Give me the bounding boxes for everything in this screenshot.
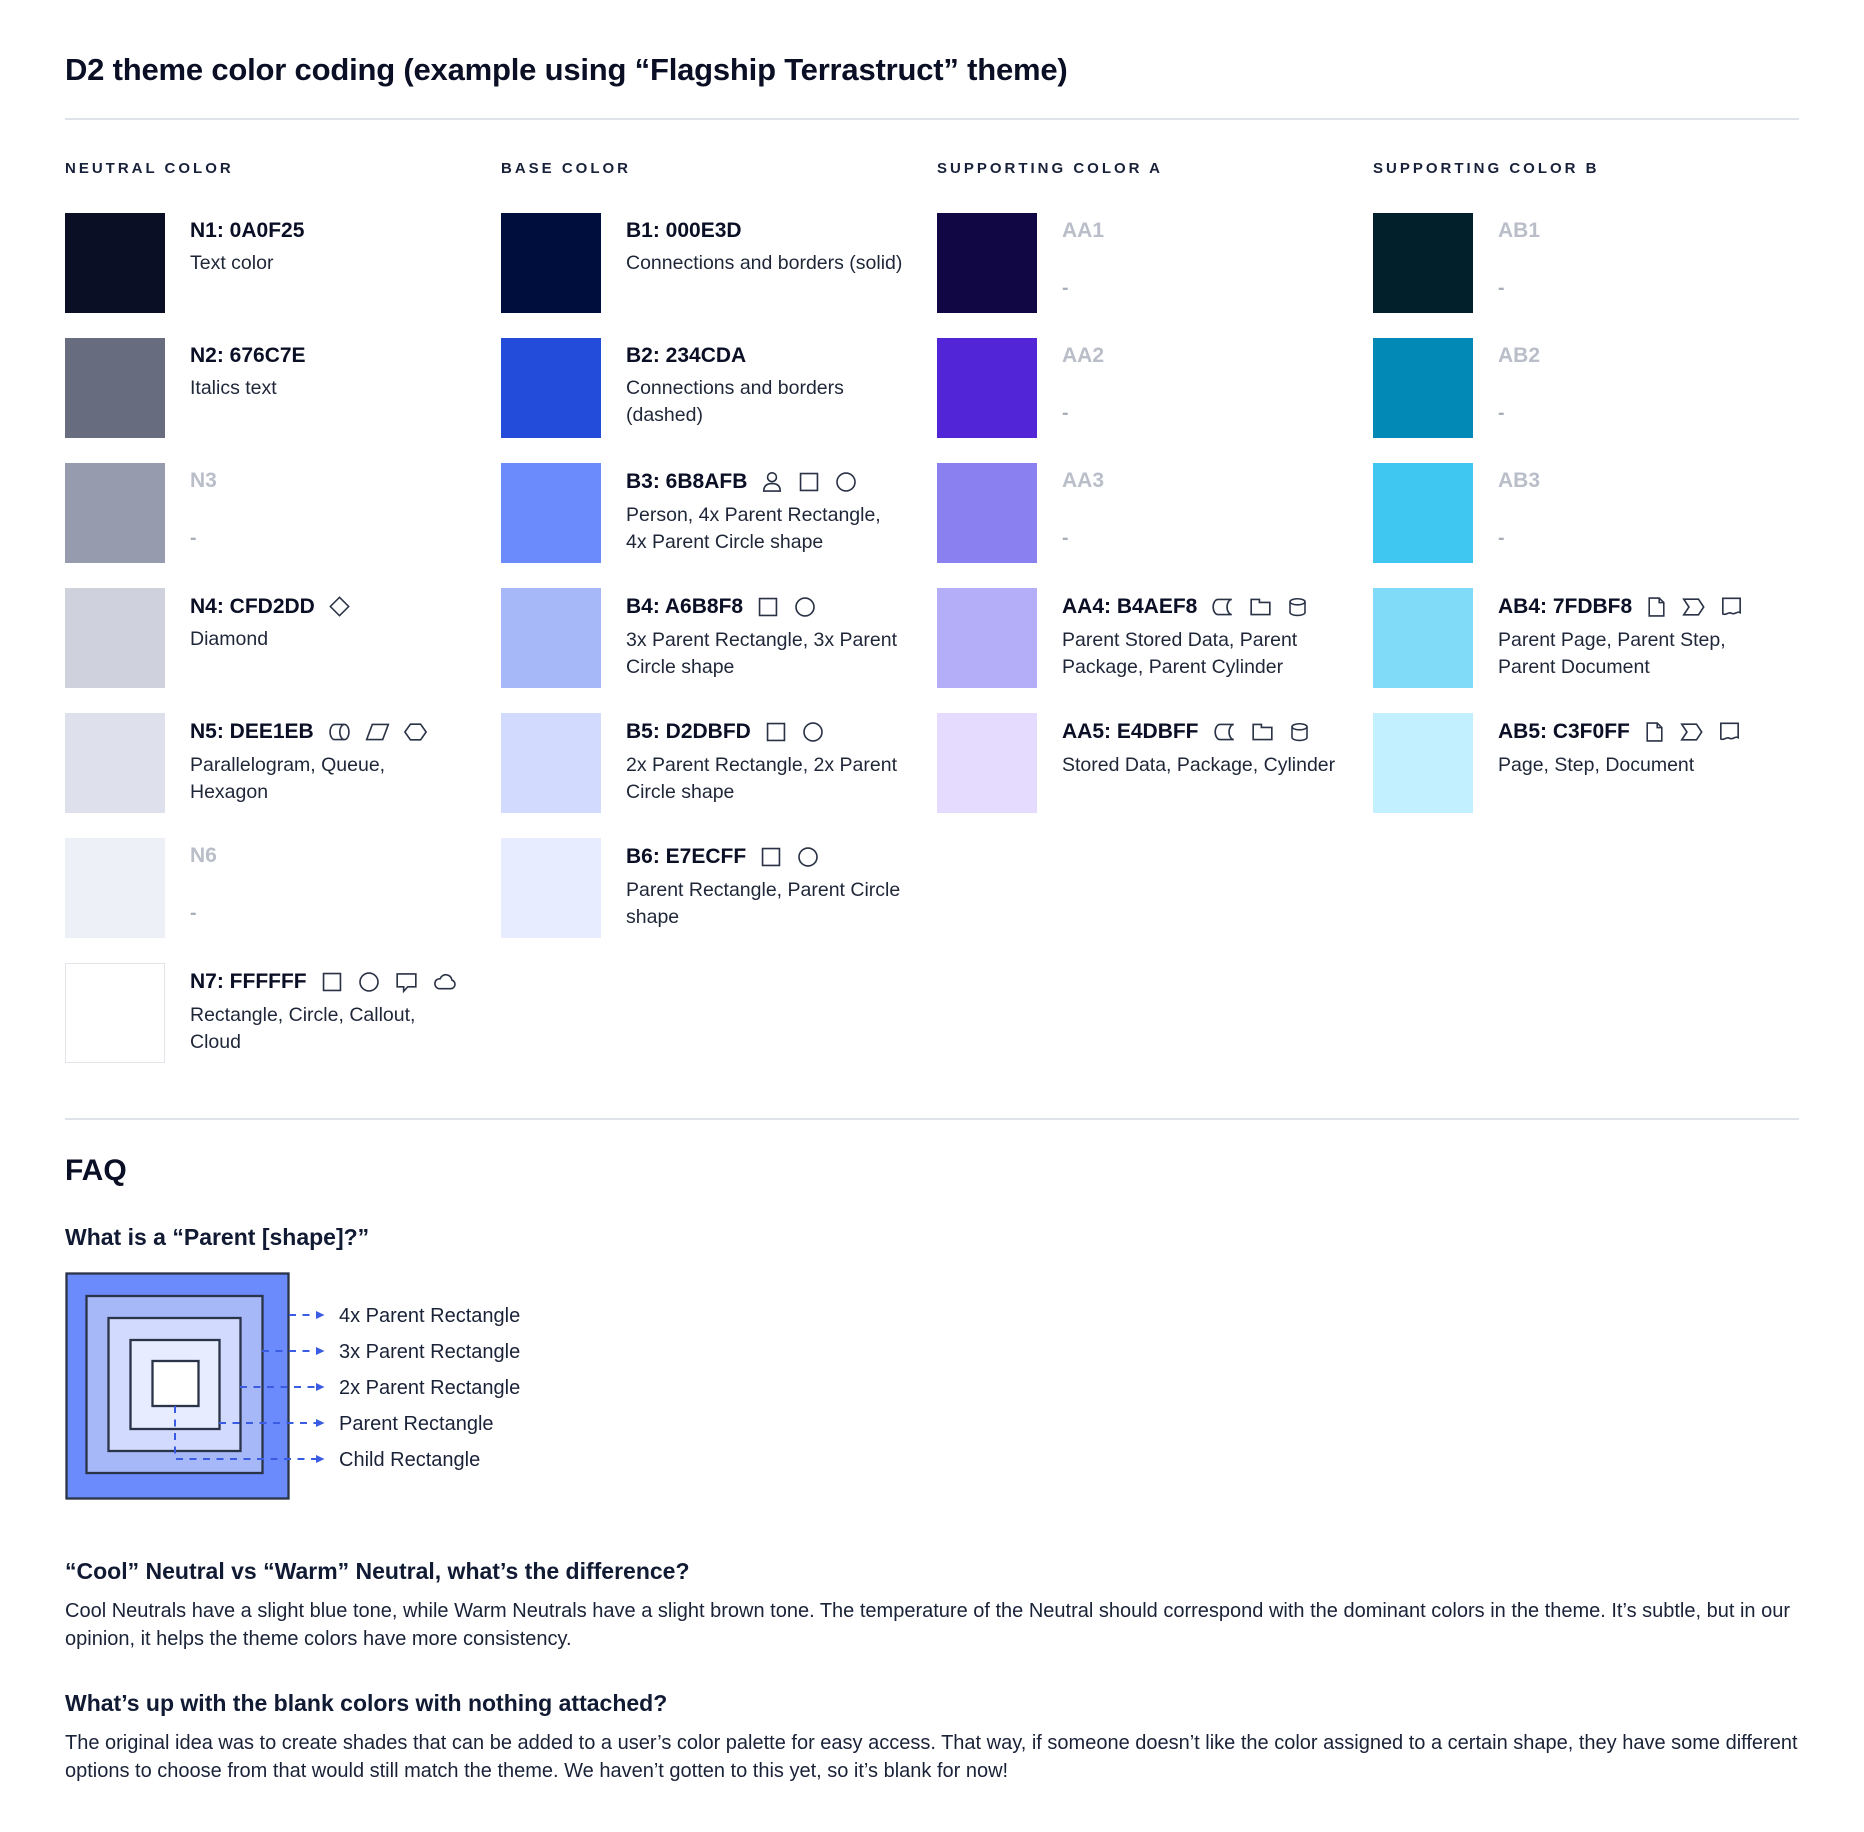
callout-icon <box>393 969 420 995</box>
color-swatch <box>1373 588 1473 688</box>
color-swatch <box>1373 338 1473 438</box>
column-rows <box>1373 213 1799 813</box>
color-usage-desc: Page, Step, Document <box>1498 754 1695 776</box>
rectangle-icon <box>763 719 789 745</box>
palette-row <box>1373 213 1799 313</box>
rectangle-icon <box>319 969 345 995</box>
column-rows <box>501 213 927 938</box>
color-usage-desc: - <box>1062 277 1069 299</box>
color-code-label: AB3 <box>1498 469 1541 492</box>
faq-answer-blank-colors: The original idea was to create shades that can be added to a user’s color palette for easy access. That way, if someone doesn’t like the color assigned to a certain shape, they have some different options to choose from that would still match the theme. We haven’t gotten to this yet, so it’s blank for now! <box>65 1731 1798 1783</box>
color-info <box>190 588 352 688</box>
cylinder-icon <box>1285 594 1310 620</box>
palette-row <box>937 213 1363 313</box>
palette-row <box>937 338 1363 438</box>
color-swatch <box>65 713 165 813</box>
person-icon <box>759 469 785 495</box>
color-label-line <box>1498 344 1552 368</box>
color-info <box>1062 463 1116 563</box>
palette-row <box>65 463 491 563</box>
color-swatch <box>937 588 1037 688</box>
faq-question-cool-vs-warm: “Cool” Neutral vs “Warm” Neutral, what’s the difference? <box>65 1558 690 1584</box>
color-usage-desc: 2x Parent Rectangle, 2x Parent Circle shape <box>626 754 897 804</box>
page-title: D2 theme color coding (example using “Flagship Terrastruct” theme) <box>65 52 1068 87</box>
color-code-label: N3 <box>190 469 217 492</box>
palette-row <box>1373 463 1799 563</box>
color-code-label: N6 <box>190 844 217 867</box>
palette-row <box>65 713 491 813</box>
nested-rectangle-child <box>153 1361 199 1406</box>
shape-icons <box>763 719 826 745</box>
color-label-line <box>190 969 468 995</box>
shape-icons <box>327 594 352 619</box>
shape-icons <box>1211 719 1312 745</box>
color-usage-desc: - <box>1498 277 1505 299</box>
shape-icons <box>755 594 818 620</box>
color-swatch <box>501 588 601 688</box>
color-info <box>1062 213 1116 313</box>
color-label-line <box>190 219 316 243</box>
color-swatch <box>1373 713 1473 813</box>
rectangle-icon <box>755 594 781 620</box>
palette-column <box>65 160 491 1088</box>
diagram-label: Child Rectangle <box>339 1449 481 1471</box>
color-label-line <box>626 219 902 243</box>
color-info <box>190 463 229 563</box>
palette-grid <box>65 160 1799 1088</box>
step-icon <box>1678 719 1705 745</box>
circle-icon <box>792 594 818 620</box>
step-icon <box>1680 594 1707 620</box>
shape-icons <box>1644 594 1745 620</box>
color-code-label: AA1 <box>1062 219 1105 242</box>
shape-icons <box>759 469 859 495</box>
color-code-label: AA3 <box>1062 469 1105 492</box>
cloud-icon <box>431 969 459 995</box>
color-swatch <box>65 838 165 938</box>
color-label-line <box>190 594 352 619</box>
color-usage-desc: - <box>1062 402 1069 424</box>
color-info <box>1498 713 1743 813</box>
color-label-line <box>1062 719 1335 745</box>
color-swatch <box>501 463 601 563</box>
color-label-line <box>1498 219 1552 243</box>
color-info <box>1498 588 1776 688</box>
color-usage-desc: - <box>1498 402 1505 424</box>
palette-row <box>937 463 1363 563</box>
diagram-label: 2x Parent Rectangle <box>339 1377 521 1399</box>
color-code-label: AA4: B4AEF8 <box>1062 595 1198 618</box>
color-swatch <box>937 338 1037 438</box>
color-info <box>626 588 904 688</box>
color-label-line <box>1498 719 1743 745</box>
color-code-label: AB5: C3F0FF <box>1498 720 1630 743</box>
shape-icons <box>758 844 821 870</box>
color-usage-desc: - <box>190 902 197 924</box>
palette-row <box>1373 588 1799 688</box>
color-label-line <box>626 594 904 620</box>
shape-icons <box>326 719 429 745</box>
faq-heading: FAQ <box>65 1154 127 1187</box>
palette-row <box>501 588 927 688</box>
rectangle-icon <box>758 844 784 870</box>
color-swatch <box>501 213 601 313</box>
palette-row <box>65 588 491 688</box>
color-info <box>626 338 904 438</box>
color-code-label: B4: A6B8F8 <box>626 595 744 618</box>
color-info <box>190 963 468 1063</box>
color-label-line <box>190 469 229 493</box>
diagram-label: 3x Parent Rectangle <box>339 1341 521 1363</box>
color-code-label: AB2 <box>1498 344 1541 367</box>
color-usage-desc: - <box>1062 527 1069 549</box>
diamond-icon <box>327 594 352 619</box>
color-usage-desc: Connections and borders (dashed) <box>626 377 844 427</box>
palette-row <box>501 713 927 813</box>
color-code-label: N4: CFD2DD <box>190 594 315 618</box>
parent-shape-diagram <box>65 1267 605 1517</box>
color-swatch <box>65 963 165 1063</box>
rectangle-icon <box>796 469 822 495</box>
color-label-line <box>190 719 468 745</box>
color-swatch <box>65 588 165 688</box>
color-code-label: B3: 6B8AFB <box>626 470 748 493</box>
parallelogram-icon <box>364 719 391 745</box>
color-code-label: AB4: 7FDBF8 <box>1498 595 1633 618</box>
color-info <box>626 713 904 813</box>
top-divider <box>65 118 1799 120</box>
color-swatch <box>65 213 165 313</box>
faq-answer-cool-vs-warm: Cool Neutrals have a slight blue tone, while Warm Neutrals have a slight brown tone. The temperature of the Neutral should correspond with the dominant colors in the theme. It’s subtle, but in our opinion, it helps the theme colors have more consistency. <box>65 1600 1790 1651</box>
color-info <box>1498 338 1552 438</box>
color-code-label: B1: 000E3D <box>626 219 742 242</box>
faq-question-blank-colors: What’s up with the blank colors with nothing attached? <box>65 1689 668 1716</box>
color-info <box>190 213 316 313</box>
color-label-line <box>626 844 904 870</box>
color-code-label: N5: DEE1EB <box>190 720 314 743</box>
palette-row <box>501 463 927 563</box>
palette-row <box>65 963 491 1063</box>
stored-data-icon <box>1211 719 1238 745</box>
palette-row <box>1373 338 1799 438</box>
palette-row <box>501 838 927 938</box>
column-header: BASE COLOR <box>501 160 632 177</box>
color-usage-desc: Parent Stored Data, Parent Package, Parent Cylinder <box>1062 629 1298 679</box>
color-swatch <box>501 838 601 938</box>
queue-icon <box>326 719 353 745</box>
palette-row <box>1373 713 1799 813</box>
color-info <box>1062 338 1116 438</box>
color-code-label: AA2 <box>1062 344 1105 367</box>
color-swatch <box>1373 463 1473 563</box>
color-info <box>190 838 229 938</box>
column-header: SUPPORTING COLOR B <box>1373 160 1600 177</box>
palette-row <box>65 213 491 313</box>
column-header: SUPPORTING COLOR A <box>937 160 1163 177</box>
palette-column <box>937 160 1363 1088</box>
color-code-label: B5: D2DBFD <box>626 720 751 743</box>
stored-data-icon <box>1209 594 1236 620</box>
color-label-line <box>1062 219 1116 243</box>
palette-row <box>65 838 491 938</box>
shape-icons <box>1642 719 1743 745</box>
color-label-line <box>1062 594 1340 620</box>
color-label-line <box>190 344 318 368</box>
circle-icon <box>795 844 821 870</box>
package-icon <box>1247 594 1274 620</box>
color-code-label: B2: 234CDA <box>626 344 747 367</box>
shape-icons <box>319 969 459 995</box>
color-info <box>1498 463 1552 563</box>
page-icon <box>1644 594 1669 620</box>
parent-shape-diagram-wrap <box>65 1267 1799 1522</box>
diagram-label: Parent Rectangle <box>339 1413 494 1435</box>
circle-icon <box>800 719 826 745</box>
cylinder-icon <box>1287 719 1312 745</box>
color-usage-desc: Parent Page, Parent Step, Parent Document <box>1498 629 1726 679</box>
color-info <box>626 463 904 563</box>
color-info <box>626 838 904 938</box>
circle-icon <box>833 469 859 495</box>
color-usage-desc: - <box>1498 527 1505 549</box>
color-usage-desc: 3x Parent Rectangle, 3x Parent Circle shape <box>626 629 897 679</box>
color-usage-desc: Rectangle, Circle, Callout, Cloud <box>190 1004 416 1054</box>
color-info <box>626 213 902 313</box>
color-code-label: AA5: E4DBFF <box>1062 720 1199 743</box>
column-rows <box>937 213 1363 813</box>
palette-row <box>501 213 927 313</box>
palette-row <box>937 713 1363 813</box>
color-usage-desc: Parent Rectangle, Parent Circle shape <box>626 879 901 929</box>
palette-row <box>501 338 927 438</box>
color-info <box>1498 213 1552 313</box>
color-label-line <box>626 719 904 745</box>
color-code-label: N7: FFFFFF <box>190 970 307 993</box>
color-label-line <box>1498 594 1776 620</box>
color-usage-desc: Text color <box>190 252 274 274</box>
color-label-line <box>190 844 229 868</box>
color-info <box>190 338 318 438</box>
color-swatch <box>937 213 1037 313</box>
color-swatch <box>65 338 165 438</box>
color-usage-desc: Person, 4x Parent Rectangle, 4x Parent Circle shape <box>626 504 881 554</box>
palette-row <box>937 588 1363 688</box>
color-label-line <box>1498 469 1552 493</box>
palette-row <box>65 338 491 438</box>
color-usage-desc: Connections and borders (solid) <box>626 252 903 274</box>
color-usage-desc: - <box>190 527 197 549</box>
package-icon <box>1249 719 1276 745</box>
color-label-line <box>1062 469 1116 493</box>
palette-column <box>1373 160 1799 1088</box>
palette-column <box>501 160 927 1088</box>
diagram-label: 4x Parent Rectangle <box>339 1305 521 1327</box>
circle-icon <box>356 969 382 995</box>
color-swatch <box>501 338 601 438</box>
color-usage-desc: Italics text <box>190 377 277 399</box>
color-code-label: AB1 <box>1498 219 1541 242</box>
hexagon-icon <box>402 719 429 745</box>
color-usage-desc: Parallelogram, Queue, Hexagon <box>190 754 386 804</box>
color-code-label: B6: E7ECFF <box>626 845 747 868</box>
shape-icons <box>1209 594 1310 620</box>
color-swatch <box>65 463 165 563</box>
color-code-label: N2: 676C7E <box>190 344 306 367</box>
color-swatch <box>1373 213 1473 313</box>
color-code-label: N1: 0A0F25 <box>190 219 305 242</box>
faq-divider <box>65 1118 1799 1120</box>
color-usage-desc: Diamond <box>190 628 269 650</box>
color-swatch <box>501 713 601 813</box>
color-usage-desc: Stored Data, Package, Cylinder <box>1062 754 1336 776</box>
column-header: NEUTRAL COLOR <box>65 160 234 177</box>
document-icon <box>1718 594 1745 620</box>
column-rows <box>65 213 491 1063</box>
color-label-line <box>1062 344 1116 368</box>
color-info <box>1062 588 1340 688</box>
color-swatch <box>937 713 1037 813</box>
page-icon <box>1642 719 1667 745</box>
color-info <box>190 713 468 813</box>
document-icon <box>1716 719 1743 745</box>
color-swatch <box>937 463 1037 563</box>
faq-question-parent-shape: What is a “Parent [shape]?” <box>65 1224 370 1250</box>
color-label-line <box>626 469 904 495</box>
color-info <box>1062 713 1335 813</box>
color-label-line <box>626 344 904 368</box>
